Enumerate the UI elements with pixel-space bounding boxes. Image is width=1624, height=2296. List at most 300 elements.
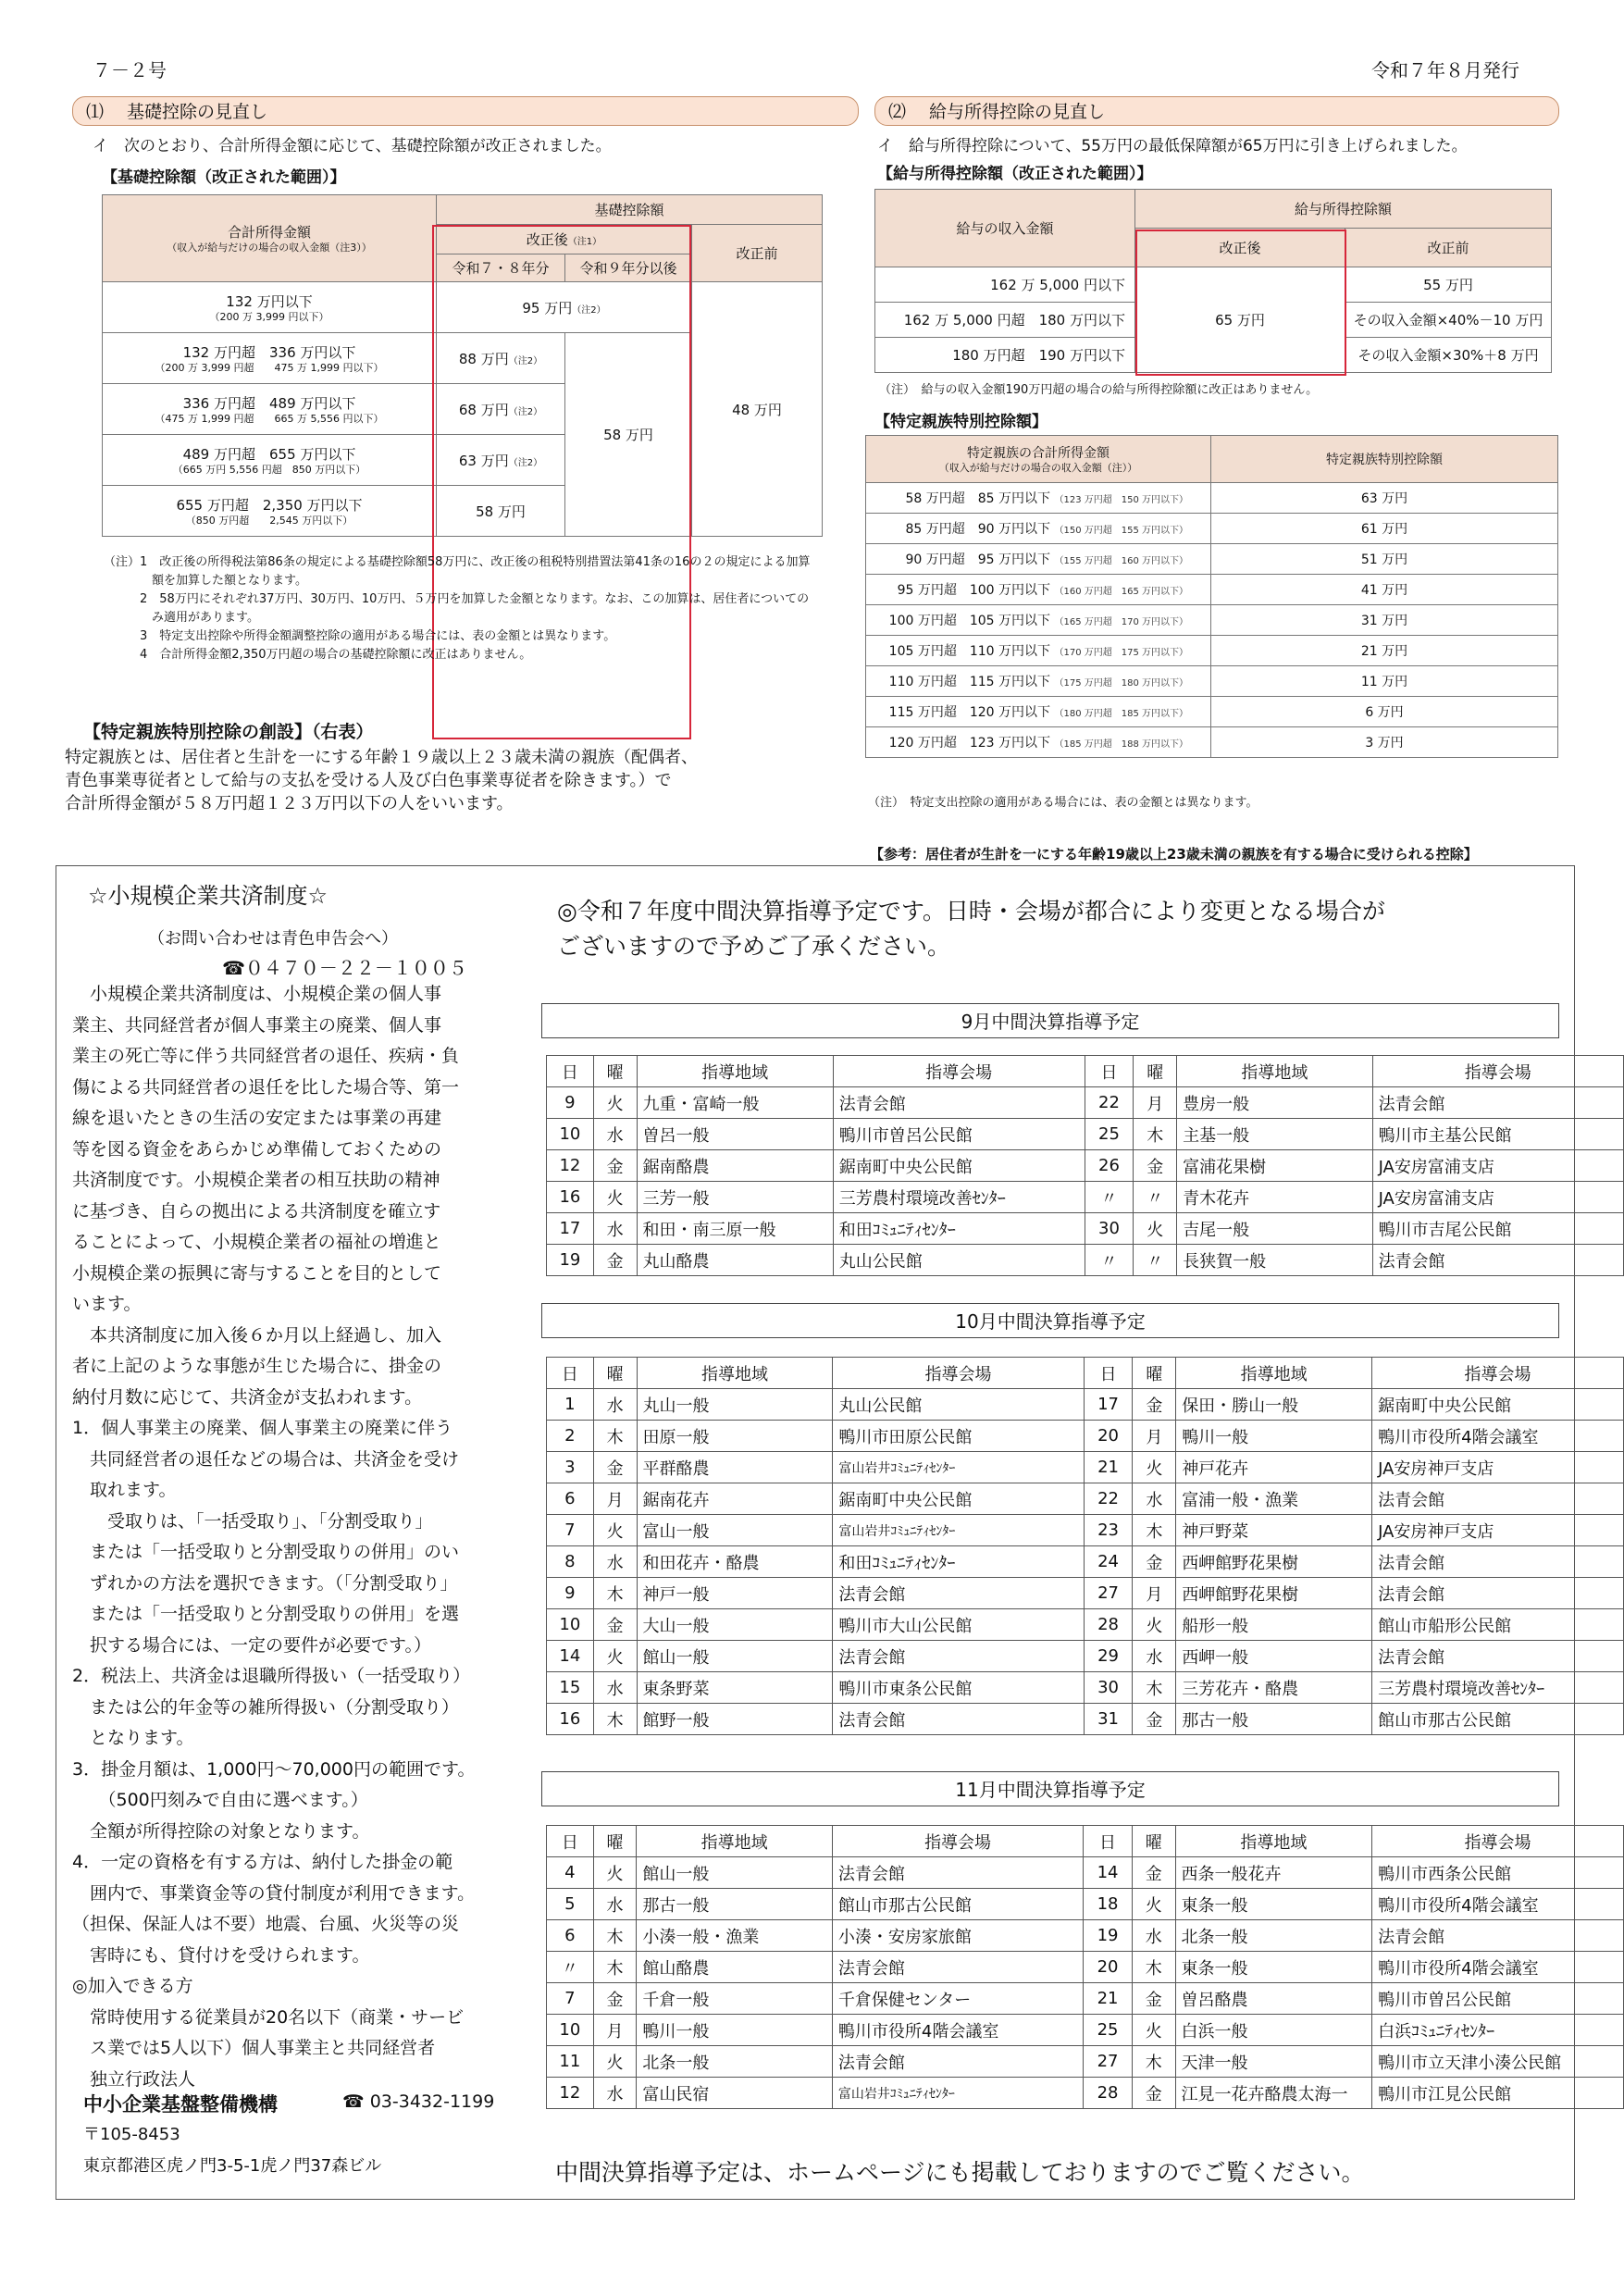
schedule-header: 日 — [1084, 1358, 1133, 1389]
special-body: 特定親族とは、居住者と生計を一にする年齢１９歳以上２３歳未満の親族（配偶者、 青色事業専従者として給与の支払を受ける人及び白色事業専従者を除きます。）で 合計所得金額が５８万円超１２３万円以下の人をいいます。 — [65, 748, 698, 813]
schedule-cell: 10 — [547, 2015, 594, 2046]
kyosai-line: 囲内で、事業資金等の貸付制度が利用できます。 — [72, 1882, 476, 1904]
schedule-header: 指導地域 — [1176, 1358, 1372, 1389]
schedule-cell: 17 — [1084, 1389, 1133, 1421]
schedule-cell: 館山一般 — [637, 1857, 833, 1889]
section2-note: （注） 給与の収入金額190万円超の場合の給与所得控除額に改正はありません。 — [879, 383, 1319, 397]
kyosai-line: 受取りは、「一括受取り」、「分割受取り」 — [72, 1510, 433, 1532]
schedule-cell: 木 — [593, 1952, 637, 1983]
schedule-cell: 月 — [593, 1483, 637, 1515]
kyosai-line: 3．掛金月額は、1,000円～70,000円の範囲です。 — [72, 1758, 476, 1780]
schedule-cell: 豊房一般 — [1177, 1087, 1372, 1119]
schedule-cell: 鋸南花卉 — [637, 1483, 833, 1515]
schedule-cell: 丸山一般 — [637, 1389, 833, 1421]
schedule-cell: 館山酪農 — [637, 1952, 833, 1983]
salary-income: 162 万 5,000 円以下 — [875, 267, 1135, 303]
schedule-cell: 館山一般 — [637, 1641, 833, 1672]
col-salary-before: 改正前 — [1345, 229, 1552, 267]
schedule-cell: 神戸野菜 — [1176, 1515, 1372, 1546]
schedule-cell: 火 — [1132, 2015, 1175, 2046]
schedule-cell: 31 — [1084, 1704, 1133, 1735]
schedule-cell: 9 — [547, 1087, 594, 1119]
schedule-cell: 長狭賀一般 — [1177, 1245, 1372, 1276]
schedule-row — [547, 1889, 1624, 1920]
schedule-cell: 法青会館 — [833, 1704, 1084, 1735]
schedule-cell: 大山一般 — [637, 1609, 833, 1641]
schedule-header: 指導地域 — [637, 1358, 833, 1389]
kyosai-address: 東京都港区虎ノ門3-5-1虎ノ門37森ビル — [83, 2156, 382, 2176]
schedule-cell: 千倉一般 — [637, 1983, 833, 2015]
schedule-cell: 丸山酪農 — [637, 1245, 833, 1276]
schedule-cell: 白浜ｺﾐｭﾆﾃｨｾﾝﾀｰ — [1372, 2015, 1624, 2046]
kyosai-line: 択する場合には、一定の要件が必要です。） — [72, 1634, 431, 1656]
kyosai-phone: ☎０４７０－２２－１００５ — [222, 957, 467, 979]
relative-value: 6 万円 — [1211, 697, 1558, 727]
schedule-cell: 那古一般 — [1176, 1704, 1372, 1735]
specific-relative-table-wrap — [865, 435, 1558, 758]
schedule-cell: 鋸南酪農 — [637, 1150, 833, 1182]
schedule-cell: 木 — [1133, 1672, 1176, 1704]
schedule-cell: 火 — [1133, 1452, 1176, 1483]
schedule-cell: 白浜一般 — [1175, 2015, 1372, 2046]
schedule-cell: 和田・南三原一般 — [637, 1213, 833, 1245]
schedule-cell: 鴨川市役所4階会議室 — [1372, 1421, 1624, 1452]
schedule-row — [547, 1920, 1624, 1952]
value-cell: 58 万円 — [437, 486, 565, 537]
kyosai-line: ス業では5人以下）個人事業主と共同経営者 — [72, 2038, 436, 2058]
income-cell: 655 万円超 2,350 万円以下 （850 万円超 2,545 万円以下） — [103, 486, 437, 537]
schedule-cell: 11 — [547, 2046, 594, 2078]
schedule-cell: 天津一般 — [1175, 2046, 1372, 2078]
schedule-cell: 23 — [1084, 1515, 1133, 1546]
schedule-cell: 吉尾一般 — [1177, 1213, 1372, 1245]
schedule-header: 曜 — [593, 1826, 637, 1857]
col-before: 改正前 — [692, 225, 823, 282]
schedule-cell: 14 — [547, 1641, 594, 1672]
schedule-row — [547, 1452, 1624, 1483]
kyosai-line: （500円刻みで自由に選べます。） — [72, 1790, 368, 1810]
kyosai-line: 傷による共同経営者の退任を比した場合等、第一 — [72, 1076, 460, 1098]
schedule-cell: 15 — [547, 1672, 594, 1704]
schedule-cell: 月 — [1133, 1578, 1176, 1609]
schedule-cell: 館山市船形公民館 — [1372, 1609, 1624, 1641]
schedule-cell: JA安房神戸支店 — [1372, 1452, 1624, 1483]
schedule-cell: 〃 — [1134, 1245, 1177, 1276]
schedule-cell: 木 — [1133, 1515, 1176, 1546]
schedule-cell: 小湊一般・漁業 — [637, 1920, 833, 1952]
r9-value: 58 万円 — [565, 333, 692, 537]
section3-table-title: 【特定親族特別控除額】 — [874, 413, 1048, 431]
col-relative-deduct: 特定親族特別控除額 — [1211, 436, 1558, 483]
kyosai-line: または「一括受取りと分割受取りの併用」を選 — [72, 1604, 460, 1624]
schedule-cell: 鴨川市田原公民館 — [833, 1421, 1084, 1452]
schedule-cell: 25 — [1084, 2015, 1133, 2046]
schedule-cell: 25 — [1085, 1119, 1134, 1150]
schedule-cell: 10 — [547, 1609, 594, 1641]
relative-value: 41 万円 — [1211, 575, 1558, 605]
relative-income: 105 万円超 110 万円以下 （170 万円超 175 万円以下） — [866, 636, 1211, 666]
kyosai-line: います。 — [72, 1294, 142, 1314]
schedule-cell: 法青会館 — [833, 1087, 1085, 1119]
schedule-cell: 6 — [547, 1483, 594, 1515]
schedule-row — [547, 1245, 1624, 1276]
schedule-cell: 27 — [1084, 1578, 1133, 1609]
schedule-cell: 法青会館 — [1372, 1578, 1624, 1609]
schedule-cell: 鋸南町中央公民館 — [833, 1150, 1085, 1182]
relative-value: 31 万円 — [1211, 605, 1558, 636]
basic-deduction-table-wrap — [102, 194, 823, 537]
schedule-cell: 18 — [1084, 1889, 1133, 1920]
schedule-cell: 12 — [547, 1150, 594, 1182]
schedule-cell: JA安房神戸支店 — [1372, 1515, 1624, 1546]
schedule-cell: 富浦花果樹 — [1177, 1150, 1372, 1182]
schedule-cell: 和田花卉・酪農 — [637, 1546, 833, 1578]
schedule-cell: 北条一般 — [637, 2046, 833, 2078]
schedule-cell: 金 — [1134, 1150, 1177, 1182]
schedule-cell: 西岬館野花果樹 — [1176, 1546, 1372, 1578]
special-title: 【特定親族特別控除の創設】（右表） — [83, 722, 374, 742]
kyosai-line: 独立行政法人 — [72, 2068, 196, 2090]
schedule-cell: 火 — [1133, 1609, 1176, 1641]
basic-deduction-table — [102, 194, 823, 537]
schedule-cell: 28 — [1084, 2078, 1133, 2109]
schedule-cell: 20 — [1084, 1952, 1133, 1983]
schedule-cell: 富山岩井ｺﾐｭﾆﾃｨｾﾝﾀｰ — [833, 1515, 1084, 1546]
schedule-header: 日 — [547, 1056, 594, 1087]
schedule-cell: 九重・富崎一般 — [637, 1087, 833, 1119]
kyosai-org-phone: ☎ 03-3432-1199 — [342, 2091, 495, 2112]
schedule-header: 曜 — [593, 1358, 637, 1389]
schedule-cell: 保田・勝山一般 — [1176, 1389, 1372, 1421]
schedule-row — [547, 1672, 1624, 1704]
kyosai-body — [72, 979, 544, 2095]
kyosai-line: 4．一定の資格を有する方は、納付した掛金の範 — [72, 1852, 453, 1872]
kyosai-line: ◎加入できる方 — [72, 1976, 193, 1996]
value-cell: 95 万円（注2） — [437, 282, 692, 333]
footer-note: 中間決算指導予定は、ホームページにも掲載しておりますのでご覧ください。 — [555, 2159, 1365, 2186]
schedule-row — [547, 2046, 1624, 2078]
schedule-cell: 江見一花卉酪農太海一 — [1175, 2078, 1372, 2109]
schedule-notice: ◎令和７年度中間決算指導予定です。日時・会場が都合により変更となる場合が ございますので予めご了承ください。 — [557, 898, 1385, 960]
kyosai-line: 等を図る資金をあらかじめ準備しておくための — [72, 1138, 442, 1160]
issue-date: 令和７年８月発行 — [1371, 59, 1519, 81]
schedule-cell: 主基一般 — [1177, 1119, 1372, 1150]
salary-deduction-table — [874, 189, 1552, 373]
relative-income: 95 万円超 100 万円以下 （160 万円超 165 万円以下） — [866, 575, 1211, 605]
schedule-cell: 館山市那古公民館 — [1372, 1704, 1624, 1735]
kyosai-line: 小規模企業共済制度は、小規模企業の個人事 — [72, 984, 442, 1004]
schedule-header: 日 — [547, 1826, 594, 1857]
schedule-cell: 木 — [593, 1421, 637, 1452]
sep-schedule-table — [546, 1055, 1624, 1276]
schedule-row — [547, 1087, 1624, 1119]
section2-heading — [874, 96, 1559, 126]
schedule-cell: 金 — [593, 1245, 637, 1276]
schedule-cell: 三芳花卉・酪農 — [1176, 1672, 1372, 1704]
schedule-cell: 30 — [1085, 1213, 1134, 1245]
col-income: 合計所得金額 （収入が給与だけの場合の収入金額（注3）） — [103, 195, 437, 282]
schedule-cell: 木 — [593, 1704, 637, 1735]
schedule-cell: 火 — [593, 1641, 637, 1672]
schedule-header: 指導会場 — [1372, 1826, 1624, 1857]
salary-after-value: 65 万円 — [1135, 267, 1345, 373]
schedule-cell: 鴨川市吉尾公民館 — [1372, 1213, 1623, 1245]
relative-income: 58 万円超 85 万円以下 （123 万円超 150 万円以下） — [866, 483, 1211, 514]
schedule-row — [547, 1150, 1624, 1182]
schedule-cell: 館野一般 — [637, 1704, 833, 1735]
salary-before: 55 万円 — [1345, 267, 1552, 303]
schedule-cell: 木 — [1132, 1952, 1175, 1983]
schedule-cell: 7 — [547, 1515, 594, 1546]
schedule-cell: 木 — [1134, 1119, 1177, 1150]
schedule-cell: 火 — [593, 1857, 637, 1889]
schedule-header: 指導会場 — [1372, 1056, 1623, 1087]
kyosai-line: 業主、共同経営者が個人事業主の廃業、個人事 — [72, 1014, 442, 1036]
schedule-cell: 17 — [547, 1213, 594, 1245]
before-value: 48 万円 — [692, 282, 823, 537]
salary-income: 162 万 5,000 円超 180 万円以下 — [875, 303, 1135, 338]
schedule-cell: 金 — [1132, 2078, 1175, 2109]
schedule-header: 日 — [1084, 1826, 1133, 1857]
schedule-cell: 金 — [1132, 1857, 1175, 1889]
schedule-cell: 金 — [1132, 1983, 1175, 2015]
schedule-row — [547, 1389, 1624, 1421]
kyosai-line: ずれかの方法を選択できます。（「分割受取り」 — [72, 1572, 458, 1594]
schedule-cell: 鴨川市西条公民館 — [1372, 1857, 1624, 1889]
schedule-cell: 21 — [1084, 1452, 1133, 1483]
schedule-header: 曜 — [593, 1056, 637, 1087]
income-cell: 132 万円超 336 万円以下 （200 万 3,999 円超 475 万 1,999 円以下） — [103, 333, 437, 384]
schedule-cell: 21 — [1084, 1983, 1133, 2015]
schedule-cell: 曽呂一般 — [637, 1119, 833, 1150]
schedule-row — [547, 1578, 1624, 1609]
relative-income: 110 万円超 115 万円以下 （175 万円超 180 万円以下） — [866, 666, 1211, 697]
schedule-row — [547, 1983, 1624, 2015]
schedule-cell: 〃 — [1134, 1182, 1177, 1213]
nov-schedule-title: 11月中間決算指導予定 — [541, 1771, 1559, 1806]
schedule-cell: 水 — [593, 1389, 637, 1421]
kyosai-line: 2．税法上、共済金は退職所得扱い（一括受取り） — [72, 1666, 471, 1686]
schedule-cell: 和田ｺﾐｭﾆﾃｨｾﾝﾀｰ — [833, 1213, 1085, 1245]
relative-value: 3 万円 — [1211, 727, 1558, 758]
income-cell: 336 万円超 489 万円以下 （475 万 1,999 円超 665 万 5,556 円以下） — [103, 384, 437, 435]
schedule-cell: 火 — [593, 1515, 637, 1546]
schedule-cell: 法青会館 — [1372, 1546, 1624, 1578]
kyosai-title: ☆小規模企業共済制度☆ — [88, 883, 329, 909]
kyosai-zip: 〒105-8453 — [83, 2125, 180, 2144]
schedule-cell: 〃 — [1085, 1245, 1134, 1276]
schedule-row — [547, 2015, 1624, 2046]
kyosai-org: 中小企業基盤整備機構 — [83, 2093, 278, 2116]
schedule-row — [547, 1483, 1624, 1515]
col-r9: 令和９年分以後 — [565, 254, 692, 282]
schedule-cell: 青木花卉 — [1177, 1182, 1372, 1213]
salary-income: 180 万円超 190 万円以下 — [875, 338, 1135, 373]
schedule-row — [547, 1213, 1624, 1245]
relative-value: 61 万円 — [1211, 514, 1558, 544]
oct-schedule-title: 10月中間決算指導予定 — [541, 1303, 1559, 1338]
schedule-header: 指導会場 — [832, 1826, 1083, 1857]
schedule-cell: 30 — [1084, 1672, 1133, 1704]
schedule-row — [547, 2078, 1624, 2109]
section3-reference: 【参考：居住者が生計を一にする年齢19歳以上23歳未満の親族を有する場合に受けられる控除】 — [870, 846, 1478, 863]
relative-value: 21 万円 — [1211, 636, 1558, 666]
schedule-cell: 北条一般 — [1175, 1920, 1372, 1952]
schedule-cell: 三芳農村環境改善ｾﾝﾀｰ — [833, 1182, 1085, 1213]
schedule-cell: 船形一般 — [1176, 1609, 1372, 1641]
section1-heading — [72, 96, 859, 126]
schedule-cell: 鴨川市江見公民館 — [1372, 2078, 1624, 2109]
section2-table-title: 【給与所得控除額（改正された範囲）】 — [877, 165, 1153, 183]
schedule-cell: 20 — [1084, 1421, 1133, 1452]
col-after: 改正後（注1） — [437, 225, 692, 254]
oct-schedule-wrap — [546, 1357, 1624, 1735]
kyosai-line: となります。 — [72, 1728, 194, 1748]
schedule-cell: 鴨川市立天津小湊公民館 — [1372, 2046, 1624, 2078]
schedule-cell: 金 — [593, 1452, 637, 1483]
schedule-cell: 富山岩井ｺﾐｭﾆﾃｨｾﾝﾀｰ — [833, 1452, 1084, 1483]
schedule-cell: 鴨川市役所4階会議室 — [1372, 1952, 1624, 1983]
schedule-cell: 26 — [1085, 1150, 1134, 1182]
schedule-cell: 12 — [547, 2078, 594, 2109]
schedule-cell: 16 — [547, 1182, 594, 1213]
relative-income: 120 万円超 123 万円以下 （185 万円超 188 万円以下） — [866, 727, 1211, 758]
schedule-cell: 鴨川一般 — [1176, 1421, 1372, 1452]
schedule-cell: 富山民宿 — [637, 2078, 833, 2109]
schedule-cell: 金 — [593, 1609, 637, 1641]
schedule-cell: 水 — [593, 1119, 637, 1150]
schedule-cell: 19 — [1084, 1920, 1133, 1952]
schedule-cell: 田原一般 — [637, 1421, 833, 1452]
schedule-cell: 富浦一般・漁業 — [1176, 1483, 1372, 1515]
schedule-cell: 法青会館 — [1372, 1245, 1623, 1276]
schedule-cell: 1 — [547, 1389, 594, 1421]
schedule-cell: 丸山公民館 — [833, 1245, 1085, 1276]
kyosai-line: ることによって、小規模企業者の福祉の増進と — [72, 1232, 441, 1252]
schedule-cell: 鴨川市曽呂公民館 — [1372, 1983, 1624, 2015]
schedule-row — [547, 1641, 1624, 1672]
schedule-cell: 鋸南町中央公民館 — [833, 1483, 1084, 1515]
kyosai-line: 害時にも、貸付けを受けられます。 — [72, 1944, 370, 1966]
schedule-header: 指導地域 — [637, 1056, 833, 1087]
schedule-cell: 平群酪農 — [637, 1452, 833, 1483]
issue-number: ７－２号 — [93, 59, 167, 81]
schedule-cell: 鴨川市主基公民館 — [1372, 1119, 1623, 1150]
schedule-cell: 月 — [1134, 1087, 1177, 1119]
schedule-cell: 金 — [1133, 1389, 1176, 1421]
schedule-row — [547, 1704, 1624, 1735]
relative-value: 63 万円 — [1211, 483, 1558, 514]
schedule-cell: 水 — [1132, 1920, 1175, 1952]
schedule-cell: 14 — [1084, 1857, 1133, 1889]
schedule-cell: 火 — [593, 1182, 637, 1213]
schedule-cell: 千倉保健センター — [832, 1983, 1083, 2015]
schedule-cell: 法青会館 — [833, 1641, 1084, 1672]
schedule-cell: 〃 — [1085, 1182, 1134, 1213]
schedule-row — [547, 1952, 1624, 1983]
schedule-cell: 木 — [593, 1578, 637, 1609]
schedule-cell: 那古一般 — [637, 1889, 833, 1920]
schedule-cell: 東条一般 — [1175, 1952, 1372, 1983]
schedule-cell: 鋸南町中央公民館 — [1372, 1389, 1624, 1421]
kyosai-line: 業主の死亡等に伴う共同経営者の退任、疾病・負 — [72, 1046, 460, 1066]
schedule-row — [547, 1546, 1624, 1578]
section3-note: （注） 特定支出控除の適用がある場合には、表の金額とは異なります。 — [868, 796, 1258, 810]
col-salary-income: 給与の収入金額 — [875, 190, 1135, 267]
schedule-cell: 館山市那古公民館 — [832, 1889, 1083, 1920]
schedule-cell: 西岬館野花果樹 — [1176, 1578, 1372, 1609]
schedule-cell: 8 — [547, 1546, 594, 1578]
kyosai-line: 取れます。 — [72, 1480, 177, 1500]
schedule-cell: 水 — [593, 1889, 637, 1920]
schedule-cell: 6 — [547, 1920, 594, 1952]
kyosai-line: 全額が所得控除の対象となります。 — [72, 1820, 370, 1842]
schedule-cell: 月 — [1133, 1421, 1176, 1452]
schedule-cell: 9 — [547, 1578, 594, 1609]
relative-value: 51 万円 — [1211, 544, 1558, 575]
schedule-row — [547, 1857, 1624, 1889]
schedule-cell: 小湊・安房家旅館 — [832, 1920, 1083, 1952]
income-cell: 489 万円超 655 万円以下 （665 万円 5,556 円超 850 万円以下） — [103, 435, 437, 486]
schedule-cell: 東条野菜 — [637, 1672, 833, 1704]
schedule-cell: 5 — [547, 1889, 594, 1920]
schedule-cell: 3 — [547, 1452, 594, 1483]
schedule-cell: 富山一般 — [637, 1515, 833, 1546]
schedule-header: 指導地域 — [1177, 1056, 1372, 1087]
section1-intro: イ 次のとおり、合計所得金額に応じて、基礎控除額が改正されました。 — [93, 137, 612, 155]
schedule-cell: 法青会館 — [1372, 1641, 1624, 1672]
schedule-cell: 法青会館 — [1372, 1920, 1624, 1952]
schedule-cell: 東条一般 — [1175, 1889, 1372, 1920]
schedule-cell: 法青会館 — [1372, 1483, 1624, 1515]
nov-schedule-wrap — [546, 1825, 1624, 2109]
schedule-cell: 金 — [1133, 1704, 1176, 1735]
schedule-cell: 水 — [1133, 1483, 1176, 1515]
schedule-cell: 木 — [1132, 2046, 1175, 2078]
kyosai-line: 1．個人事業主の廃業、個人事業主の廃業に伴う — [72, 1418, 453, 1438]
schedule-cell: 4 — [547, 1857, 594, 1889]
col-salary-after: 改正後 — [1135, 229, 1345, 267]
schedule-cell: 火 — [1134, 1213, 1177, 1245]
section2-intro: イ 給与所得控除について、55万円の最低保障額が65万円に引き上げられました。 — [877, 137, 1468, 155]
section1-table-title: 【基礎控除額（改正された範囲）】 — [102, 168, 346, 187]
kyosai-line: に基づき、自らの拠出による共済制度を確立す — [72, 1200, 441, 1222]
kyosai-line: 常時使用する従業員が20名以下（商業・サービ — [72, 2006, 465, 2028]
schedule-cell: 鴨川市東条公民館 — [833, 1672, 1084, 1704]
schedule-cell: 富山岩井ｺﾐｭﾆﾃｨｾﾝﾀｰ — [832, 2078, 1083, 2109]
value-cell: 88 万円（注2） — [437, 333, 565, 384]
schedule-cell: 三芳農村環境改善ｾﾝﾀｰ — [1372, 1672, 1624, 1704]
schedule-cell: 法青会館 — [832, 2046, 1083, 2078]
schedule-cell: 27 — [1084, 2046, 1133, 2078]
schedule-cell: 7 — [547, 1983, 594, 2015]
schedule-cell: JA安房富浦支店 — [1372, 1150, 1623, 1182]
col-relative-income: 特定親族の合計所得金額 （収入が給与だけの場合の収入金額（注）） — [866, 436, 1211, 483]
kyosai-line: 小規模企業の振興に寄与することを目的として — [72, 1262, 442, 1284]
schedule-cell: 金 — [593, 1150, 637, 1182]
schedule-cell: JA安房富浦支店 — [1372, 1182, 1623, 1213]
section1-title: 基礎控除の見直し — [127, 102, 268, 122]
schedule-cell: 水 — [593, 1672, 637, 1704]
income-cell: 132 万円以下 （200 万 3,999 円以下） — [103, 282, 437, 333]
schedule-cell: 法青会館 — [832, 1857, 1083, 1889]
schedule-cell: 火 — [593, 1087, 637, 1119]
schedule-header: 日 — [547, 1358, 594, 1389]
kyosai-line: 者に上記のような事態が生じた場合に、掛金の — [72, 1356, 442, 1376]
relative-income: 100 万円超 105 万円以下 （165 万円超 170 万円以下） — [866, 605, 1211, 636]
schedule-header: 曜 — [1133, 1358, 1176, 1389]
specific-relative-table — [865, 435, 1558, 758]
